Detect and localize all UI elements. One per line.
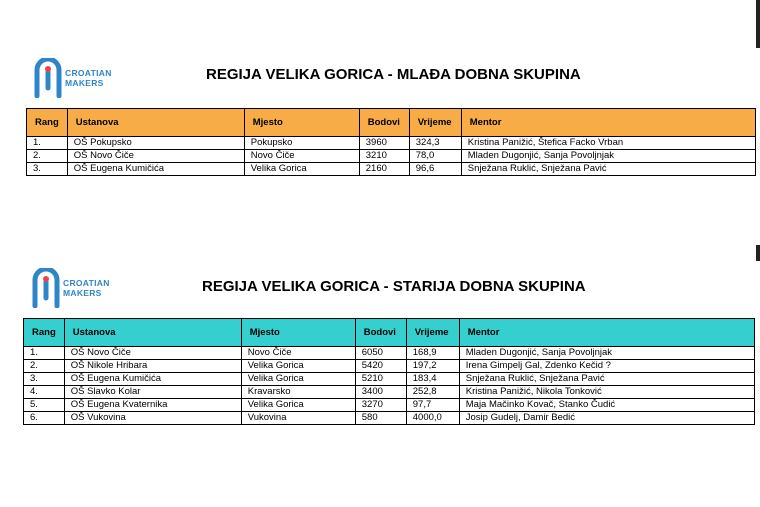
cell-rang: 5. <box>24 399 65 412</box>
page-title: REGIJA VELIKA GORICA - MLAĐA DOBNA SKUPINA <box>206 66 581 83</box>
cell-vrijeme: 78,0 <box>409 150 461 163</box>
cell-mentor: Kristina Panižić, Štefica Facko Vrban <box>461 137 755 150</box>
cell-mjesto: Pokupsko <box>244 137 359 150</box>
cell-rang: 6. <box>24 412 65 425</box>
cell-mentor: Irena Gimpelj Gal, Zdenko Kečid ? <box>459 360 754 373</box>
header-rang: Rang <box>27 109 68 137</box>
header-mentor: Mentor <box>459 319 754 347</box>
logo-text-line1: CROATIAN <box>63 278 110 288</box>
cell-ustanova: OŠ Eugena Kvaternika <box>64 399 241 412</box>
window-edge-mark <box>756 245 760 261</box>
cell-mjesto: Velika Gorica <box>241 360 355 373</box>
cell-vrijeme: 197,2 <box>406 360 459 373</box>
header-bodovi: Bodovi <box>359 109 409 137</box>
table-header-row <box>24 319 755 347</box>
cell-bodovi: 2160 <box>359 163 409 176</box>
header-bodovi: Bodovi <box>355 319 406 347</box>
results-table-mlada <box>26 108 756 176</box>
cell-mentor: Snježana Ruklić, Snježana Pavić <box>461 163 755 176</box>
table-row <box>24 360 755 373</box>
table-row <box>27 137 756 150</box>
cell-bodovi: 3270 <box>355 399 406 412</box>
table-header-row <box>27 109 756 137</box>
cell-bodovi: 5210 <box>355 373 406 386</box>
cell-ustanova: OŠ Pokupsko <box>67 137 244 150</box>
logo-text-line2: MAKERS <box>63 288 102 298</box>
cell-bodovi: 5420 <box>355 360 406 373</box>
cell-vrijeme: 96,6 <box>409 163 461 176</box>
cell-mjesto: Novo Čiče <box>241 347 355 360</box>
table-row <box>24 399 755 412</box>
results-table-starija <box>23 318 755 425</box>
cell-ustanova: OŠ Vukovina <box>64 412 241 425</box>
logo-text-line1: CROATIAN <box>65 68 112 78</box>
cell-mentor: Josip Gudelj, Damir Bedić <box>459 412 754 425</box>
cell-mjesto: Velika Gorica <box>241 373 355 386</box>
cell-vrijeme: 324,3 <box>409 137 461 150</box>
cell-mentor: Maja Mačinko Kovač, Stanko Čudić <box>459 399 754 412</box>
croatian-makers-logo-icon <box>33 58 63 98</box>
table-row <box>24 386 755 399</box>
cell-rang: 2. <box>24 360 65 373</box>
cell-mjesto: Kravarsko <box>241 386 355 399</box>
cell-mentor: Mladen Dugonjić, Sanja Povoljnjak <box>461 150 755 163</box>
cell-rang: 2. <box>27 150 68 163</box>
cell-ustanova: OŠ Novo Čiče <box>64 347 241 360</box>
page-title: REGIJA VELIKA GORICA - STARIJA DOBNA SKUPINA <box>202 278 586 295</box>
header-vrijeme: Vrijeme <box>406 319 459 347</box>
cell-bodovi: 580 <box>355 412 406 425</box>
window-edge-mark <box>756 0 760 48</box>
logo <box>31 268 110 308</box>
cell-rang: 1. <box>27 137 68 150</box>
table-row <box>27 163 756 176</box>
header-mjesto: Mjesto <box>244 109 359 137</box>
cell-rang: 3. <box>24 373 65 386</box>
cell-mentor: Mladen Dugonjić, Sanja Povoljnjak <box>459 347 754 360</box>
cell-mentor: Kristina Panižić, Nikola Tonković <box>459 386 754 399</box>
cell-mjesto: Vukovina <box>241 412 355 425</box>
table-row <box>27 150 756 163</box>
cell-rang: 4. <box>24 386 65 399</box>
cell-bodovi: 3210 <box>359 150 409 163</box>
cell-ustanova: OŠ Novo Čiče <box>67 150 244 163</box>
cell-mjesto: Novo Čiče <box>244 150 359 163</box>
table-row <box>24 412 755 425</box>
cell-bodovi: 3960 <box>359 137 409 150</box>
cell-mentor: Snježana Ruklić, Snježana Pavić <box>459 373 754 386</box>
cell-vrijeme: 97,7 <box>406 399 459 412</box>
header-vrijeme: Vrijeme <box>409 109 461 137</box>
cell-rang: 1. <box>24 347 65 360</box>
cell-mjesto: Velika Gorica <box>241 399 355 412</box>
cell-bodovi: 3400 <box>355 386 406 399</box>
cell-ustanova: OŠ Nikole Hribara <box>64 360 241 373</box>
cell-vrijeme: 4000,0 <box>406 412 459 425</box>
header-rang: Rang <box>24 319 65 347</box>
cell-ustanova: OŠ Eugena Kumičića <box>64 373 241 386</box>
logo <box>33 58 112 98</box>
logo-text-line2: MAKERS <box>65 78 104 88</box>
cell-vrijeme: 168,9 <box>406 347 459 360</box>
cell-mjesto: Velika Gorica <box>244 163 359 176</box>
cell-vrijeme: 252,8 <box>406 386 459 399</box>
table-row <box>24 373 755 386</box>
table-row <box>24 347 755 360</box>
header-ustanova: Ustanova <box>64 319 241 347</box>
cell-vrijeme: 183,4 <box>406 373 459 386</box>
header-ustanova: Ustanova <box>67 109 244 137</box>
croatian-makers-logo-icon <box>31 268 61 308</box>
cell-ustanova: OŠ Slavko Kolar <box>64 386 241 399</box>
cell-bodovi: 6050 <box>355 347 406 360</box>
cell-ustanova: OŠ Eugena Kumičića <box>67 163 244 176</box>
header-mentor: Mentor <box>461 109 755 137</box>
cell-rang: 3. <box>27 163 68 176</box>
header-mjesto: Mjesto <box>241 319 355 347</box>
